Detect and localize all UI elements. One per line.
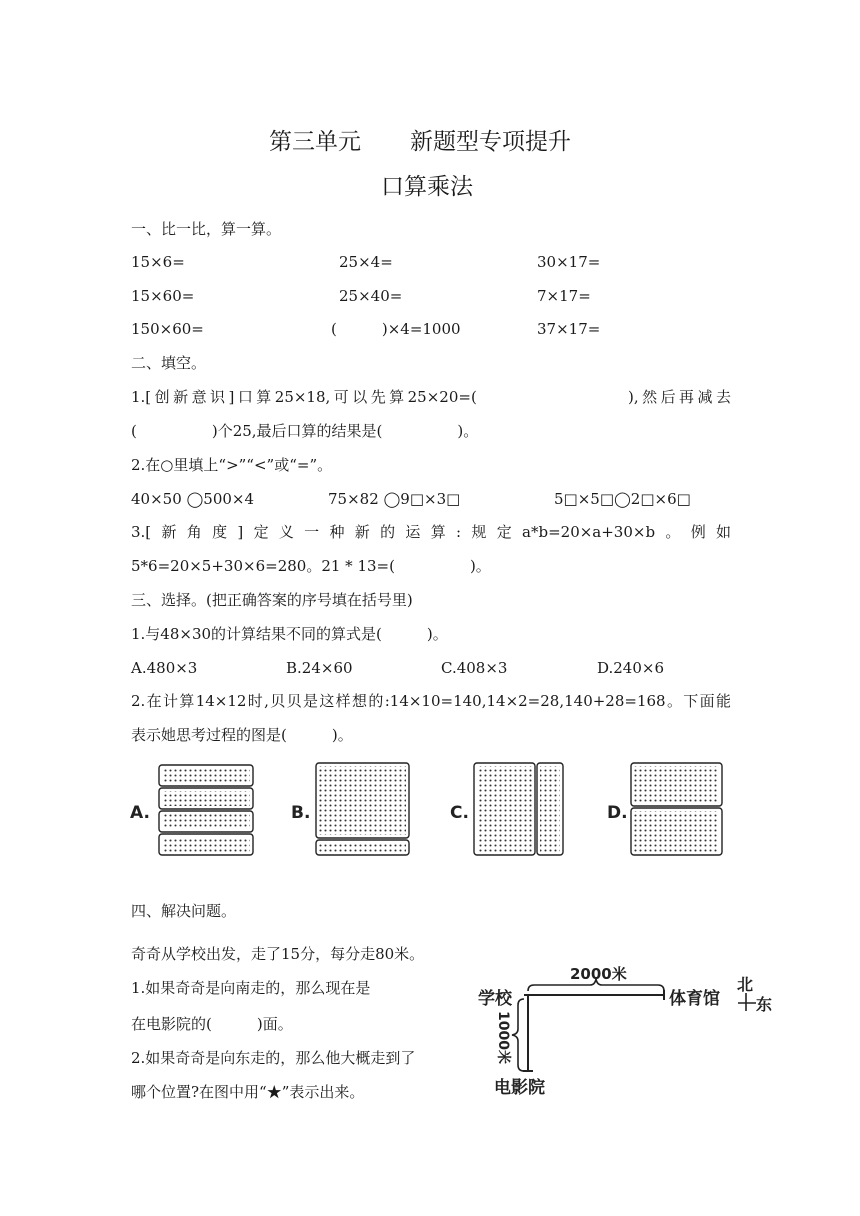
subtitle: 口算乘法 [381, 174, 473, 200]
calc-item: 15×60= [131, 287, 195, 305]
figure-d [631, 763, 722, 855]
compass-north: 北 [737, 975, 754, 994]
fill-question-1-line1: 1.[创新意识]口算25×18,可以先算25×20=( ),然后再减去 [131, 388, 731, 406]
figure-label-a: A. [130, 803, 150, 823]
direction-map [468, 963, 788, 1108]
choice-question-1: 1.与48×30的计算结果不同的算式是( )。 [131, 625, 448, 643]
choice-option: A.480×3 [131, 659, 198, 677]
choice-option: B.24×60 [286, 659, 353, 677]
calc-item: 150×60= [131, 320, 204, 338]
compass-icon [738, 993, 756, 1011]
problem-2-line1: 2.如果奇奇是向东走的，那么他大概走到了 [131, 1049, 416, 1067]
title-topic: 新题型专项提升 [410, 129, 571, 155]
section1-heading: 一、比一比，算一算。 [131, 220, 282, 238]
figure-label-c: C. [450, 803, 469, 823]
map-school: 学校 [478, 989, 512, 1009]
problem-1-line2: 在电影院的( )面。 [131, 1015, 293, 1033]
figure-b [316, 763, 409, 855]
title-unit: 第三单元 [269, 129, 361, 155]
figure-label-d: D. [607, 803, 628, 823]
figure-label-b: B. [291, 803, 311, 823]
section4-heading: 四、解决问题。 [131, 902, 237, 920]
map-south-distance: 1000米 [495, 1011, 511, 1064]
calc-item: ( )×4=1000 [331, 320, 461, 338]
fill-question-3-line2: 5*6=20×5+30×6=280。21 * 13=( )。 [131, 557, 491, 575]
map-cinema: 电影院 [494, 1078, 545, 1098]
section2-heading: 二、填空。 [131, 354, 207, 372]
fill-question-3-line1: 3.[新角度]定义一种新的运算:规定a*b=20×a+30×b。例如 [131, 523, 731, 541]
compare-item: 75×82 ◯9□×3□ [328, 490, 461, 508]
section3-heading: 三、选择。(把正确答案的序号填在括号里) [131, 591, 413, 609]
choice-question-2-line1: 2.在计算14×12时,贝贝是这样想的:14×10=140,14×2=28,140+28=168。下面能 [131, 692, 731, 710]
problem-intro: 奇奇从学校出发，走了15分，每分走80米。 [131, 945, 425, 963]
problem-1-line1: 1.如果奇奇是向南走的，那么现在是 [131, 979, 371, 997]
figure-a [159, 765, 253, 855]
compare-item: 5□×5□◯2□×6□ [554, 490, 691, 508]
calc-item: 15×6= [131, 253, 185, 271]
compare-item: 40×50 ◯500×4 [131, 490, 255, 508]
map-east-distance: 2000米 [570, 965, 627, 983]
calc-item: 7×17= [537, 287, 591, 305]
map-gym: 体育馆 [669, 989, 720, 1009]
dot-grid-figures [128, 758, 732, 862]
compass-east: 东 [756, 995, 773, 1014]
figure-c [474, 763, 563, 855]
calc-item: 37×17= [537, 320, 601, 338]
fill-question-2: 2.在○里填上“>”“<”或“=”。 [131, 456, 333, 474]
choice-question-2-line2: 表示她思考过程的图是( )。 [131, 726, 353, 744]
problem-2-line2: 哪个位置?在图中用“★”表示出来。 [131, 1083, 365, 1101]
calc-item: 30×17= [537, 253, 601, 271]
fill-question-1-line2: ( )个25,最后口算的结果是( )。 [131, 422, 479, 440]
calc-item: 25×40= [339, 287, 403, 305]
choice-option: C.408×3 [441, 659, 508, 677]
calc-item: 25×4= [339, 253, 393, 271]
choice-option: D.240×6 [597, 659, 665, 677]
